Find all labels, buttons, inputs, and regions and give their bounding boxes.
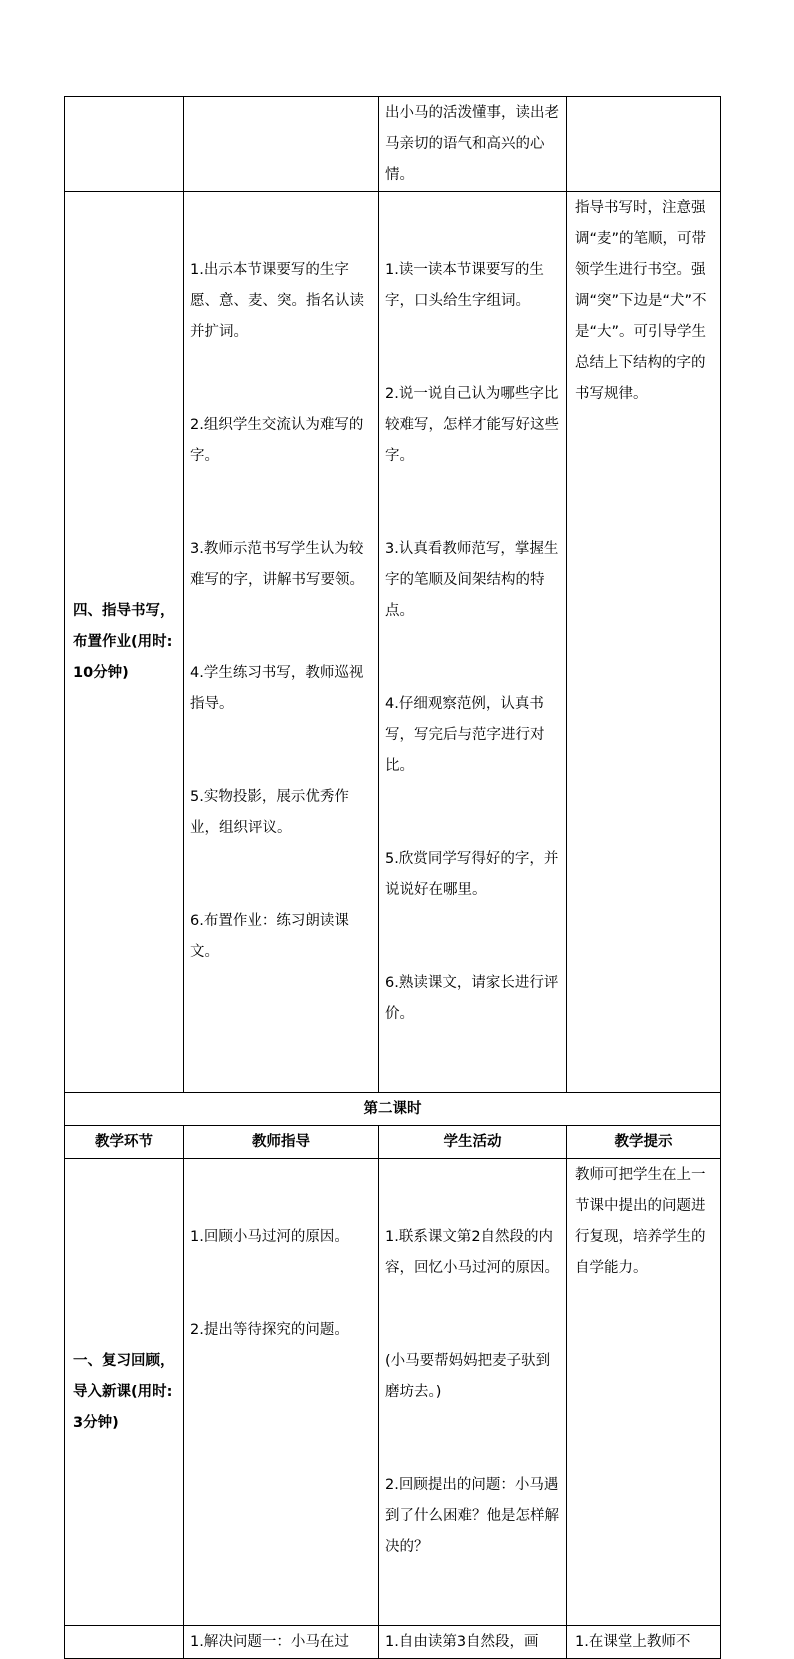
teaching-tip-cell: 1.在课堂上教师不 bbox=[567, 1626, 721, 1659]
teaching-tip-cell: 指导书写时，注意强调“麦”的笔顺，可带领学生进行书空。强调“突”下边是“犬”不是“大”。可引导学生总结上下结构的字的书写规律。 bbox=[567, 192, 721, 1093]
lesson-plan-table bbox=[64, 96, 721, 1659]
teacher-guidance-cell: 1.解决问题一：小马在过 bbox=[184, 1626, 379, 1659]
table-row-continued bbox=[65, 97, 721, 192]
student-activity-cell bbox=[379, 1159, 567, 1626]
student-step: 1.联系课文第2自然段的内容，回忆小马过河的原因。 bbox=[385, 1229, 559, 1276]
table-header-row bbox=[65, 1126, 721, 1159]
stage-cell: 四、指导书写，布置作业(用时:10分钟) bbox=[65, 192, 184, 1093]
teacher-step: 4.学生练习书写，教师巡视指导。 bbox=[190, 665, 364, 712]
lesson-title: 第二课时 bbox=[65, 1093, 721, 1126]
student-step: 6.熟读课文，请家长进行评价。 bbox=[385, 975, 559, 1022]
student-step: 2.回顾提出的问题：小马遇到了什么困难？他是怎样解决的？ bbox=[385, 1477, 559, 1555]
student-activity-cell: 出小马的活泼懂事，读出老马亲切的语气和高兴的心情。 bbox=[379, 97, 567, 192]
student-step: (小马要帮妈妈把麦子驮到磨坊去。) bbox=[385, 1353, 551, 1400]
column-header-teacher: 教师指导 bbox=[184, 1126, 379, 1159]
teaching-tip-cell: 教师可把学生在上一节课中提出的问题进行复现，培养学生的自学能力。 bbox=[567, 1159, 721, 1626]
table-row-next bbox=[65, 1626, 721, 1659]
teacher-guidance-cell bbox=[184, 97, 379, 192]
table-row-review bbox=[65, 1159, 721, 1626]
teacher-guidance-cell bbox=[184, 192, 379, 1093]
stage-cell bbox=[65, 1626, 184, 1659]
student-activity-cell: 1.自由读第3自然段，画 bbox=[379, 1626, 567, 1659]
column-header-tip: 教学提示 bbox=[567, 1126, 721, 1159]
student-step: 4.仔细观察范例，认真书写，写完后与范字进行对比。 bbox=[385, 696, 545, 774]
student-activity-cell bbox=[379, 192, 567, 1093]
student-step: 3.认真看教师范写，掌握生字的笔顺及间架结构的特点。 bbox=[385, 541, 559, 619]
stage-cell: 一、复习回顾，导入新课(用时:3分钟) bbox=[65, 1159, 184, 1626]
teacher-guidance-cell bbox=[184, 1159, 379, 1626]
teacher-step: 2.组织学生交流认为难写的字。 bbox=[190, 417, 364, 464]
teacher-step: 2.提出等待探究的问题。 bbox=[190, 1322, 349, 1338]
teacher-step: 5.实物投影，展示优秀作业，组织评议。 bbox=[190, 789, 349, 836]
teacher-step: 1.回顾小马过河的原因。 bbox=[190, 1229, 349, 1245]
column-header-stage: 教学环节 bbox=[65, 1126, 184, 1159]
table-row-writing bbox=[65, 192, 721, 1093]
teacher-step: 1.出示本节课要写的生字愿、意、麦、突。指名认读并扩词。 bbox=[190, 262, 364, 340]
teacher-step: 3.教师示范书写学生认为较难写的字，讲解书写要领。 bbox=[190, 541, 364, 588]
student-step: 1.读一读本节课要写的生字，口头给生字组词。 bbox=[385, 262, 544, 309]
student-step: 5.欣赏同学写得好的字，并说说好在哪里。 bbox=[385, 851, 559, 898]
column-header-student: 学生活动 bbox=[379, 1126, 567, 1159]
stage-cell bbox=[65, 97, 184, 192]
student-step: 2.说一说自己认为哪些字比较难写，怎样才能写好这些字。 bbox=[385, 386, 559, 464]
teaching-tip-cell bbox=[567, 97, 721, 192]
lesson-title-row bbox=[65, 1093, 721, 1126]
teacher-step: 6.布置作业：练习朗读课文。 bbox=[190, 913, 349, 960]
